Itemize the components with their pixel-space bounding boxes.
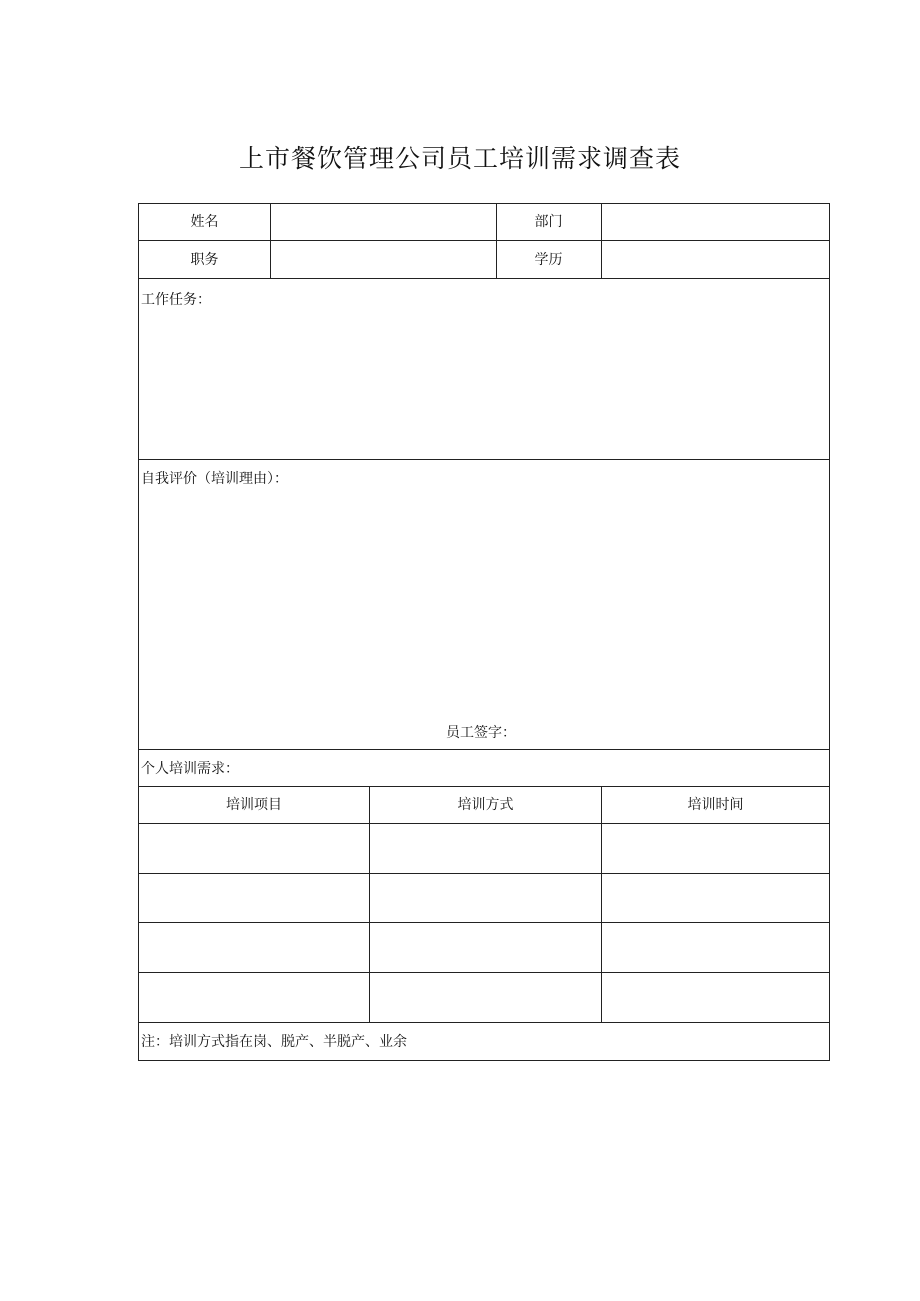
training-method-cell[interactable] bbox=[370, 824, 601, 873]
survey-form-table bbox=[138, 203, 830, 1061]
training-method-cell[interactable] bbox=[370, 973, 601, 1022]
self-evaluation-area[interactable] bbox=[139, 492, 829, 712]
name-field[interactable] bbox=[271, 204, 496, 240]
employee-signature-label: 员工签字： bbox=[446, 725, 516, 741]
training-item-cell[interactable] bbox=[139, 923, 369, 972]
row-divider bbox=[139, 749, 829, 750]
education-field[interactable] bbox=[602, 241, 829, 278]
training-method-cell[interactable] bbox=[370, 923, 601, 972]
work-tasks-area[interactable] bbox=[139, 312, 829, 458]
position-field[interactable] bbox=[271, 241, 496, 278]
name-label: 姓名 bbox=[190, 214, 219, 230]
education-label: 学历 bbox=[534, 252, 563, 268]
row-divider bbox=[139, 459, 829, 460]
row-divider bbox=[139, 786, 829, 787]
work-tasks-label: 工作任务： bbox=[141, 292, 211, 308]
training-time-cell[interactable] bbox=[602, 973, 829, 1022]
training-method-cell[interactable] bbox=[370, 874, 601, 922]
training-time-cell[interactable] bbox=[602, 874, 829, 922]
self-evaluation-label: 自我评价（培训理由）： bbox=[141, 471, 288, 487]
training-time-cell[interactable] bbox=[602, 923, 829, 972]
training-item-cell[interactable] bbox=[139, 874, 369, 922]
form-title: 上市餐饮管理公司员工培训需求调查表 bbox=[238, 144, 681, 173]
row-divider bbox=[139, 278, 829, 279]
position-label: 职务 bbox=[190, 252, 219, 268]
department-label: 部门 bbox=[534, 214, 563, 230]
department-field[interactable] bbox=[602, 204, 829, 240]
header-training-time: 培训时间 bbox=[687, 797, 744, 813]
personal-needs-label: 个人培训需求： bbox=[141, 761, 239, 777]
training-method-note: 注：培训方式指在岗、脱产、半脱产、业余 bbox=[141, 1034, 407, 1050]
header-training-item: 培训项目 bbox=[226, 797, 282, 813]
header-training-method: 培训方式 bbox=[457, 797, 514, 813]
row-divider bbox=[139, 1022, 829, 1023]
training-item-cell[interactable] bbox=[139, 824, 369, 873]
training-time-cell[interactable] bbox=[602, 824, 829, 873]
training-item-cell[interactable] bbox=[139, 973, 369, 1022]
